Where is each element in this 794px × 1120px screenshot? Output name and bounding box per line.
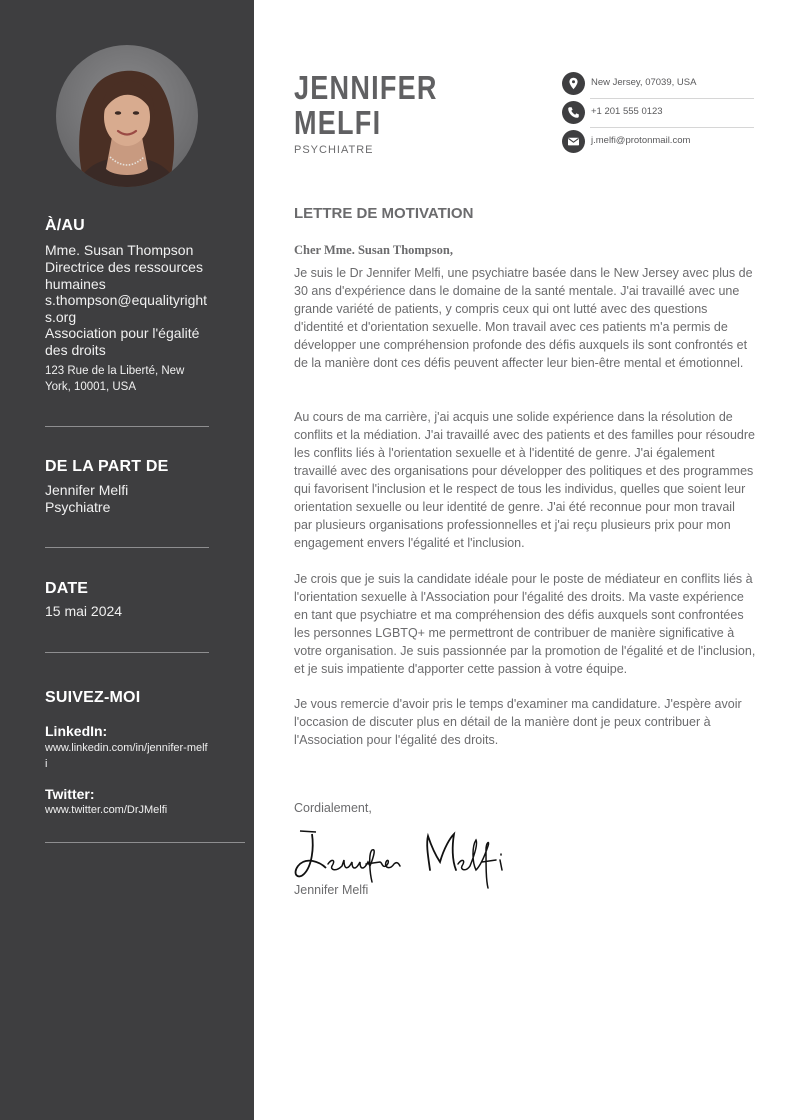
- divider: [590, 127, 754, 128]
- applicant-name: [294, 70, 438, 140]
- sidebar: [0, 0, 254, 1120]
- divider: [45, 547, 209, 548]
- letter-greeting: Cher Mme. Susan Thompson,: [294, 243, 453, 257]
- email-text[interactable]: j.melfi@protonmail.com: [591, 135, 691, 146]
- social-heading: SUIVEZ-MOI: [45, 689, 141, 706]
- twitter-link[interactable]: www.twitter.com/DrJMelfi: [45, 804, 168, 816]
- contact-location: [562, 72, 754, 94]
- email-icon: [562, 130, 585, 153]
- phone-text: +1 201 555 0123: [591, 106, 663, 117]
- recipient-organization: Association pour l'égalité des droits: [45, 325, 200, 358]
- to-heading: À/AU: [45, 217, 85, 234]
- divider: [590, 98, 754, 99]
- from-heading: DE LA PART DE: [45, 458, 169, 475]
- paragraph-2: Au cours de ma carrière, j'ai acquis une solide expérience dans la résolution de conflits et la médiation. J'ai travaillé avec des patients et des familles pour résoudre les conflits liés à l'orientation sexuelle et à l'identité de genre. J'ai également travaillé avec des organisations pour développer des politiques et des programmes qui favorisent l'inclusion et le respect de tous les individus, quelles que soient leur orientation sexuelle ou leur identité de genre. J'ai été reconnue pour mon travail par plusieurs organisations professionnelles et j'ai reçu plusieurs prix pour mon engagement envers l'égalité et l'inclusion.: [294, 410, 755, 550]
- twitter-label: Twitter:: [45, 786, 95, 802]
- letter-closing: Cordialement,: [294, 801, 372, 815]
- date-value: 15 mai 2024: [45, 603, 123, 619]
- divider: [45, 842, 245, 843]
- name-first: JENNIFER: [294, 69, 438, 106]
- linkedin-label: LinkedIn:: [45, 723, 108, 739]
- paragraph-3: Je crois que je suis la candidate idéale pour le poste de médiateur en conflits liés à l'orientation sexuelle à l'Association pour l'égalité des droits. Ma vaste expérience en tant que psychiatre et ma compréhension des défis auxquels sont confrontées les personnes LGBTQ+ me permettront de contribuer de manière significative à votre organisation. Je suis passionnée par la promotion de l'égalité et de l'inclusion, et je suis impatiente d'apporter cette passion à votre équipe.: [294, 572, 756, 676]
- recipient-address: 123 Rue de la Liberté, New York, 10001, USA: [45, 365, 185, 393]
- phone-icon: [562, 101, 585, 124]
- recipient-email: s.thompson@equalityrights.org: [45, 292, 208, 325]
- letter-heading: LETTRE DE MOTIVATION: [294, 205, 474, 222]
- location-text: New Jersey, 07039, USA: [591, 77, 697, 88]
- recipient-name: Mme. Susan Thompson: [45, 242, 194, 258]
- recipient-position: Directrice des ressources humaines: [45, 259, 203, 292]
- profile-photo: [56, 45, 198, 187]
- applicant-title: PSYCHIATRE: [294, 144, 374, 156]
- contact-phone: [562, 101, 754, 123]
- name-last: MELFI: [294, 104, 382, 141]
- portrait-image: [56, 45, 198, 187]
- sender-name: Jennifer Melfi: [45, 482, 129, 498]
- signed-name: Jennifer Melfi: [294, 883, 369, 897]
- location-pin-icon: [562, 72, 585, 95]
- date-heading: DATE: [45, 580, 89, 597]
- paragraph-1: Je suis le Dr Jennifer Melfi, une psychiatre basée dans le New Jersey avec plus de 30 ans d'expérience dans le domaine de la santé mentale. J'ai travaillé avec une grande variété de patients, y compris ceux qui ont lutté avec des questions d'identité et d'orientation sexuelle. Mon travail avec ces patients m'a permis de développer une compréhension profonde des défis auxquels ils sont confrontés et de la manière dont ces défis peuvent affecter leur bien-être mental et émotionnel.: [294, 266, 753, 370]
- sender-role: Psychiatre: [45, 499, 111, 515]
- contact-email: [562, 130, 754, 152]
- divider: [45, 426, 209, 427]
- linkedin-link[interactable]: www.linkedin.com/in/jennifer-melfi: [45, 742, 208, 770]
- paragraph-4: Je vous remercie d'avoir pris le temps d'examiner ma candidature. J'espère avoir l'occasion de discuter plus en détail de la manière dont je peux contribuer à l'Association pour l'égalité des droits.: [294, 697, 742, 747]
- divider: [45, 652, 209, 653]
